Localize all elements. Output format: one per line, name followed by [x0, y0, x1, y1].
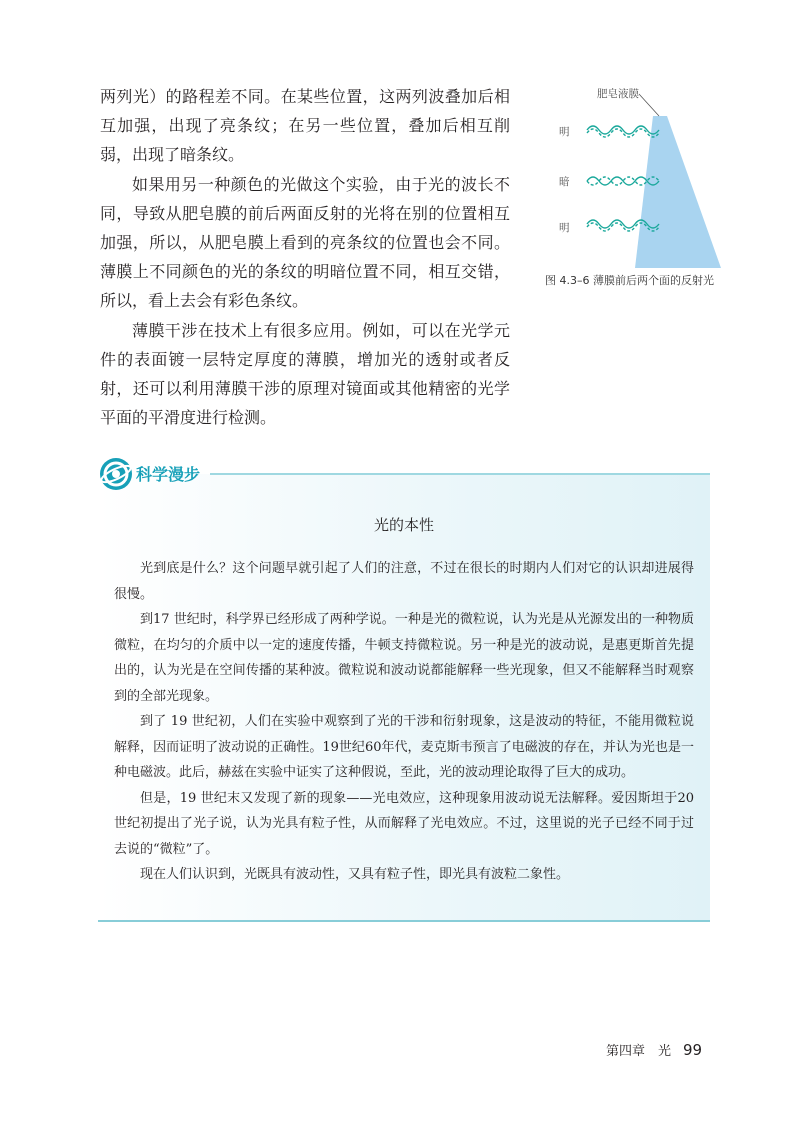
main-paragraph: 薄膜干涉在技术上有很多应用。例如，可以在光学元件的表面镀一层特定厚度的薄膜，增加光的透射或者反射，还可以利用薄膜干涉的原理对镜面或其他精密的光学平面的平滑度进行检测。	[100, 320, 510, 428]
row-label-bright: 明	[559, 126, 570, 138]
article-paragraph: 但是，19 世纪末又发现了新的现象——光电效应，这种现象用波动说无法解释。爱因斯坦于20世纪初提出了光子说，认为光具有粒子性，从而解释了光电效应。不过，这里说的光子已经不同于过去说的“微粒”了。	[114, 790, 694, 857]
soap-film-figure	[545, 78, 745, 298]
chapter-label: 第四章 光	[606, 1044, 672, 1059]
label-leader-line	[639, 94, 659, 116]
row-label-bright: 明	[559, 222, 570, 234]
article-paragraph: 到17 世纪时，科学界已经形成了两种学说。一种是光的微粒说，认为光是从光源发出的一种物质微粒，在均匀的介质中以一定的速度传播，牛顿支持微粒说。另一种是光的波动说，是惠更斯首先提出的，认为光是在空间传播的某种波。微粒说和波动说都能解释一些光现象，但又不能解释当时观察到的全部光现象。	[114, 612, 694, 704]
main-text	[100, 82, 510, 432]
article-title: 光的本性	[373, 516, 434, 534]
article-paragraph: 到了 19 世纪初，人们在实验中观察到了光的干涉和衍射现象，这是波动的特征，不能用微粒说解释，因而证明了波动说的正确性。19世纪60年代，麦克斯韦预言了电磁波的存在，并认为光也是一种电磁波。此后，赫兹在实验中证实了这种假说，至此，光的波动理论取得了巨大的成功。	[114, 714, 694, 780]
article-text	[114, 556, 694, 888]
page-number: 99	[683, 1041, 703, 1059]
main-paragraph: 如果用另一种颜色的光做这个实验，由于光的波长不同，导致从肥皂膜的前后两面反射的光将在别的位置相互加强，所以，从肥皂膜上看到的亮条纹的位置也会不同。薄膜上不同颜色的光的条纹的明暗位置不同，相互交错，所以，看上去会有彩色条纹。	[100, 174, 510, 311]
section-header	[98, 456, 710, 496]
row-label-dark: 暗	[559, 176, 570, 188]
main-paragraph: 两列光）的路程差不同。在某些位置，这两列波叠加后相互加强，出现了亮条纹；在另一些位置，叠加后相互削弱，出现了暗条纹。	[100, 87, 510, 165]
soap-film-shape	[635, 116, 721, 268]
wave-solid	[587, 126, 659, 134]
section-title: 科学漫步	[136, 465, 201, 484]
article-paragraph: 光到底是什么？这个问题早就引起了人们的注意，不过在很长的时期内人们对它的认识却进展得很慢。	[114, 561, 694, 602]
soap-film-diagram	[545, 78, 745, 268]
section-divider	[210, 473, 710, 475]
figure-caption: 图 4.3–6 薄膜前后两个面的反射光	[545, 274, 714, 287]
film-label: 肥皂液膜	[597, 88, 639, 100]
article-paragraph: 现在人们认识到，光既具有波动性，又具有粒子性，即光具有波粒二象性。	[140, 867, 570, 882]
page-footer	[606, 1040, 702, 1059]
science-walk-box	[98, 474, 710, 922]
science-walk-logo-icon	[98, 456, 134, 492]
